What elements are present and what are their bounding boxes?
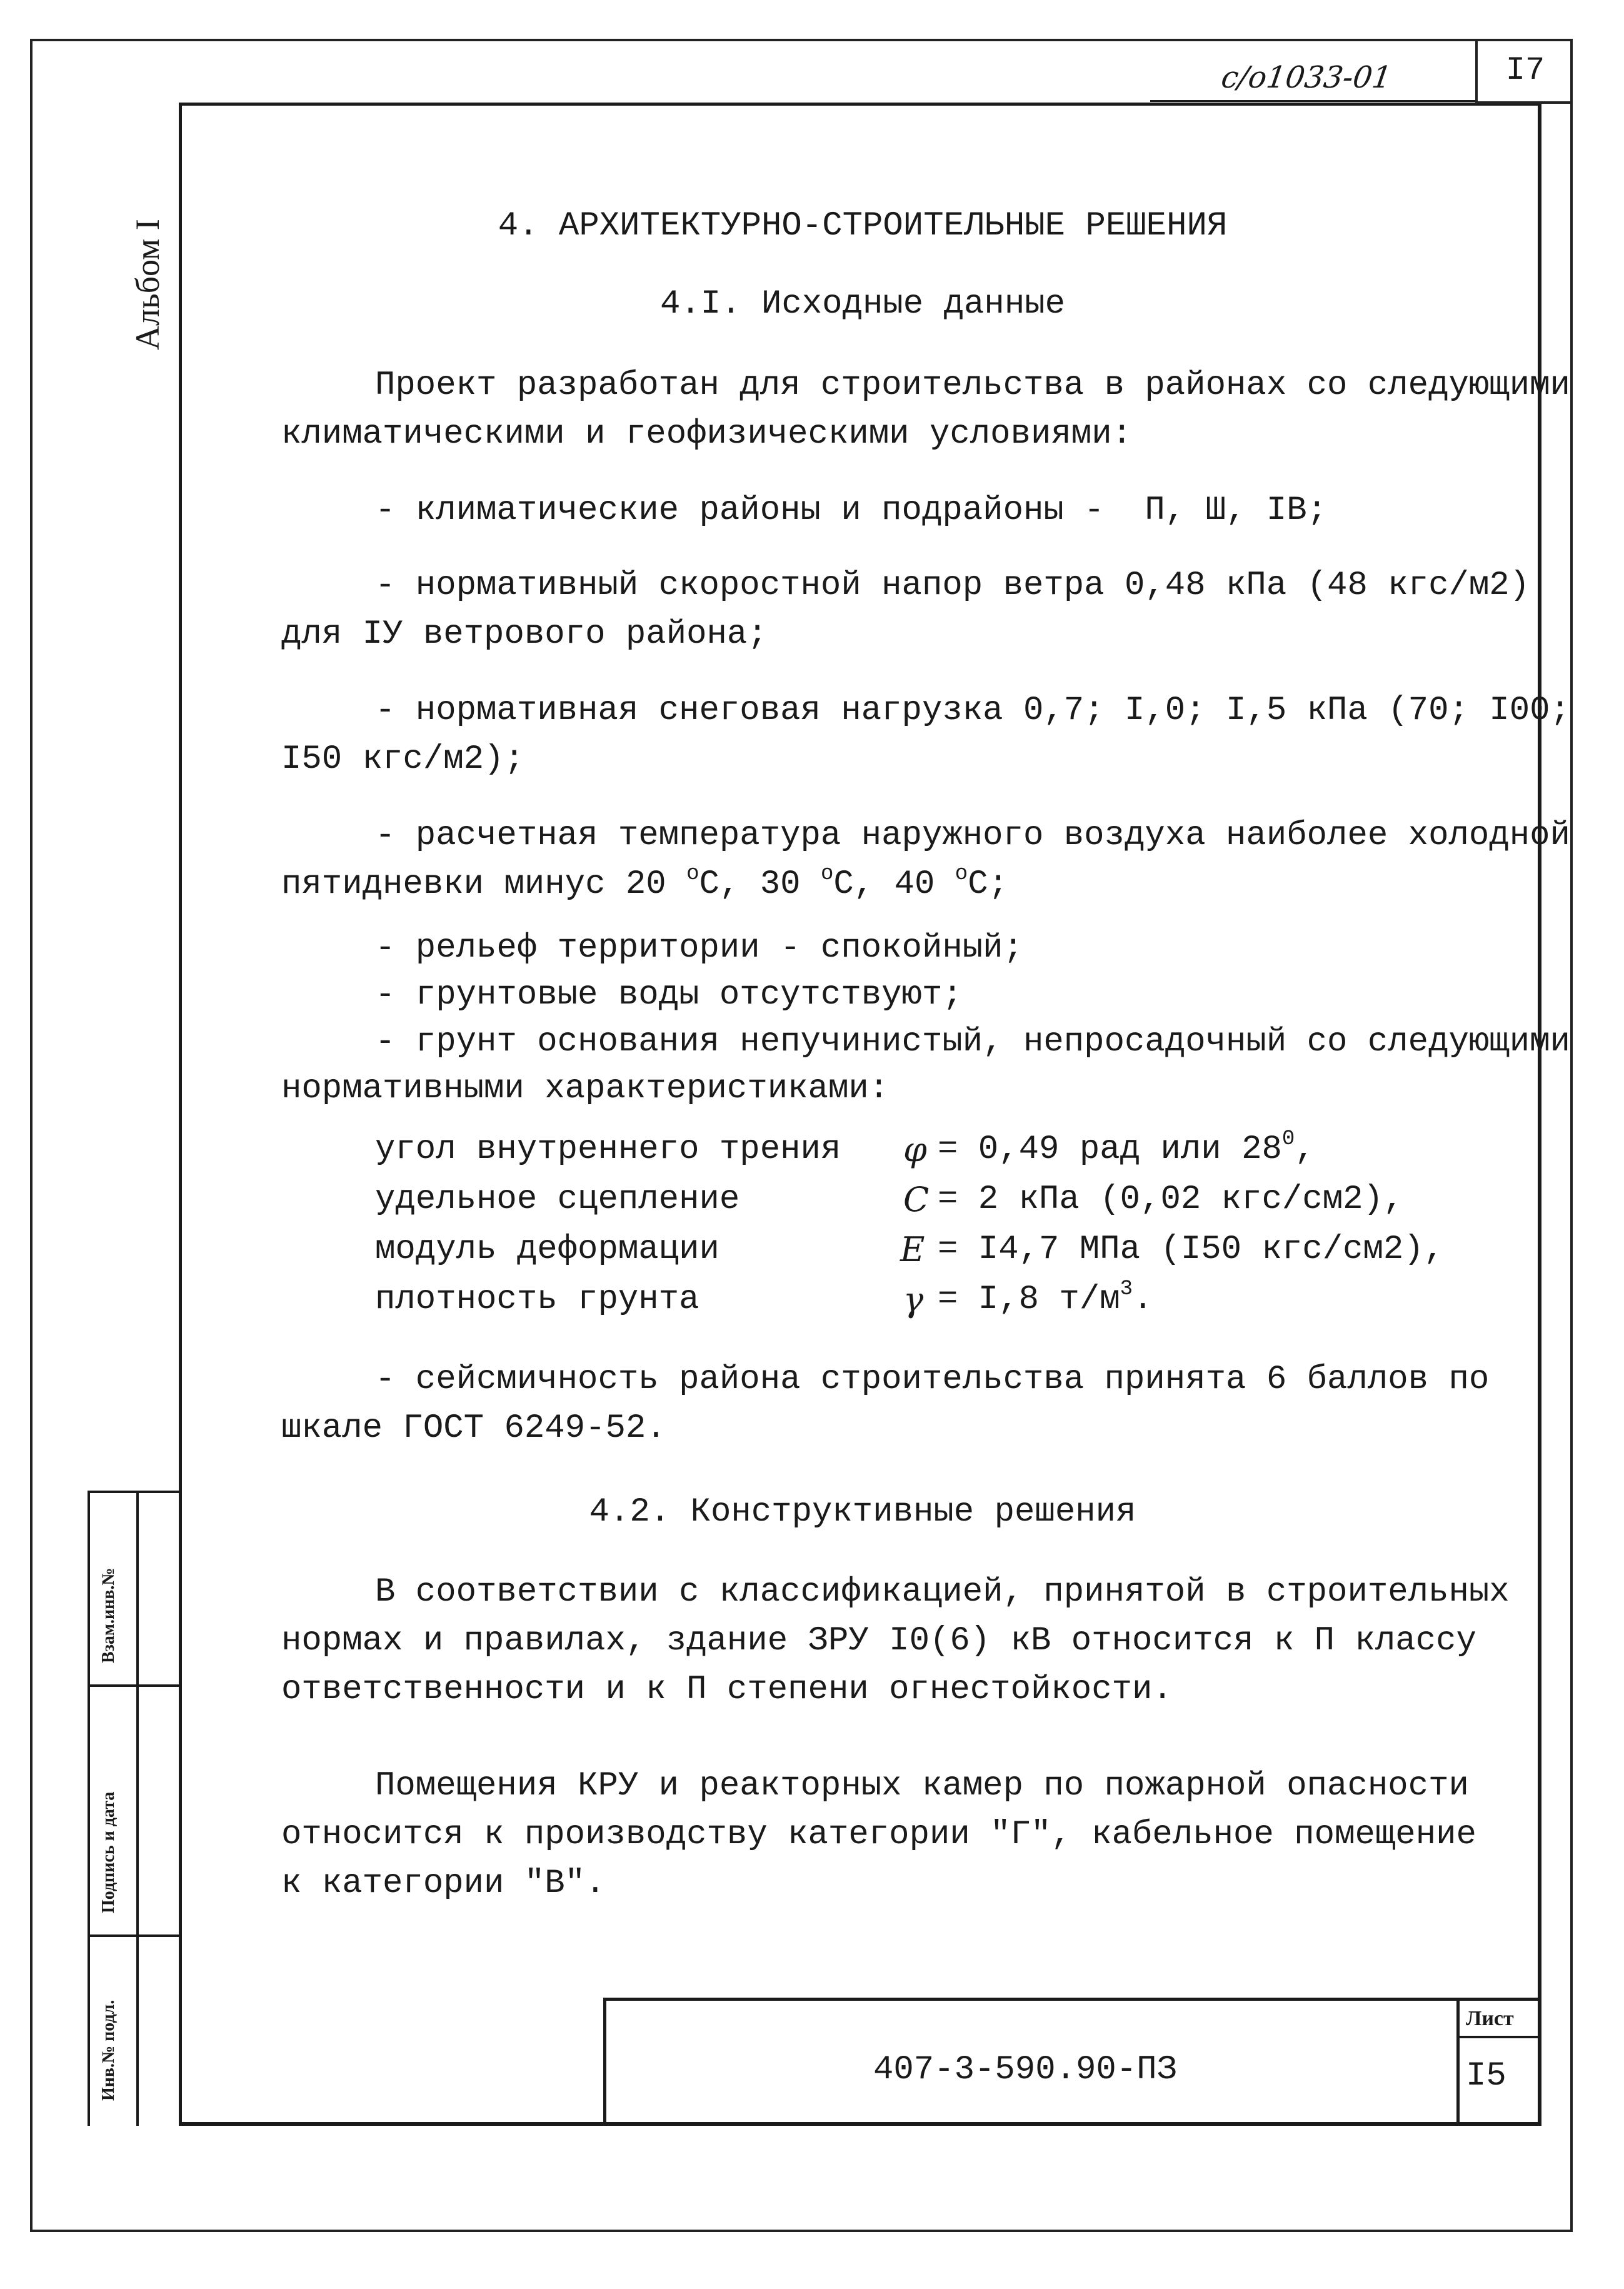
stamp-row-divider	[88, 1684, 181, 1687]
item-snow-line-1: - нормативная снеговая нагрузка 0,7; I,0; I,5 кПа (70; I00;	[375, 692, 1570, 730]
title-block-row-divider	[1456, 2036, 1541, 2038]
item-temp-line-1: - расчетная температура наружного воздуха наиболее холодной	[375, 817, 1570, 855]
item-snow-line-2: I50 кгс/м2);	[281, 740, 524, 778]
album-label: Альбом I	[129, 219, 166, 350]
prop-value: = I,8 $т/м^3$.	[938, 1277, 1153, 1319]
prop-name: угол внутреннего трения	[375, 1130, 841, 1169]
paragraph-3-line-1: Помещения КРУ и реакторных камер по пожарной опасности	[375, 1767, 1469, 1805]
prop-value: = I4,7 МПа (I50 кгс/см2),	[938, 1230, 1445, 1269]
document-code: 407-3-590.90-ПЗ	[873, 2051, 1178, 2089]
sheet-number: I5	[1466, 2057, 1506, 2095]
item-seismic-line-1: - сейсмичность района строительства принята 6 баллов по	[375, 1361, 1490, 1399]
paragraph-2-line-3: ответственности и к П степени огнестойкости.	[281, 1671, 1173, 1709]
stamp-replacement-inv: Взам.инв.№	[99, 1567, 118, 1663]
item-groundwater: - грунтовые воды отсутствуют;	[375, 976, 963, 1014]
section-title: 4. АРХИТЕКТУРНО-СТРОИТЕЛЬНЫЕ РЕШЕНИЯ	[498, 207, 1228, 245]
item-temp-line-2: пятидневки минус 20 $^o$С, 30 $^o$С, 40 $^o$С;	[281, 862, 1009, 903]
prop-value: = 2 кПа (0,02 кгс/см2),	[938, 1180, 1404, 1219]
item-soil-line-1: - грунт основания непучинистый, непросадочный со следующими	[375, 1023, 1570, 1061]
prop-name: плотность грунта	[375, 1280, 699, 1319]
paragraph-3-line-3: к категории "В".	[281, 1864, 606, 1903]
stamp-original-inv: Инв.№ подл.	[99, 2000, 118, 2101]
subsection-title-1: 4.I. Исходные данные	[659, 285, 1066, 323]
prop-symbol: γ	[903, 1280, 924, 1319]
intro-line-1: Проект разработан для строительства в районах со следующими	[375, 366, 1570, 405]
paragraph-2-line-2: нормах и правилах, здание ЗРУ I0(6) кВ относится к П классу	[281, 1622, 1476, 1660]
prop-symbol: C	[903, 1180, 930, 1219]
item-climate: - климатические районы и подрайоны - П, Ш, IВ;	[375, 491, 1328, 530]
item-wind-line-2: для IУ ветрового района;	[281, 615, 768, 653]
intro-line-2: климатическими и геофизическими условиями:	[281, 415, 1133, 453]
subsection-title-2: 4.2. Конструктивные решения	[589, 1493, 1136, 1531]
prop-name: удельное сцепление	[375, 1180, 740, 1219]
stamp-divider	[136, 1491, 139, 2126]
stamp-row-divider	[88, 1934, 181, 1937]
handwritten-code: с/о1033-01	[1219, 60, 1394, 95]
sheet-label: Лист	[1466, 2007, 1514, 2030]
prop-symbol: E	[900, 1230, 925, 1269]
page-number: I7	[1475, 39, 1573, 104]
item-wind-line-1: - нормативный скоростной напор ветра 0,48 кПа (48 кгс/м2)	[375, 566, 1530, 605]
prop-name: модуль деформации	[375, 1230, 719, 1269]
item-soil-line-2: нормативными характеристиками:	[281, 1070, 890, 1108]
prop-symbol: φ	[903, 1130, 927, 1169]
item-relief: - рельеф территории - спокойный;	[375, 929, 1023, 967]
item-seismic-line-2: шкале ГОСТ 6249-52.	[281, 1409, 666, 1447]
stamp-signature-date: Подпись и дата	[99, 1791, 118, 1913]
paragraph-2-line-1: В соответствии с классификацией, принятой в строительных	[375, 1573, 1510, 1611]
paragraph-3-line-2: относится к производству категории "Г", кабельное помещение	[281, 1816, 1476, 1854]
handwritten-underline	[1150, 100, 1475, 102]
prop-value: = 0,49 рад или $28^0$,	[938, 1127, 1315, 1169]
title-block-divider	[1456, 1998, 1460, 2126]
